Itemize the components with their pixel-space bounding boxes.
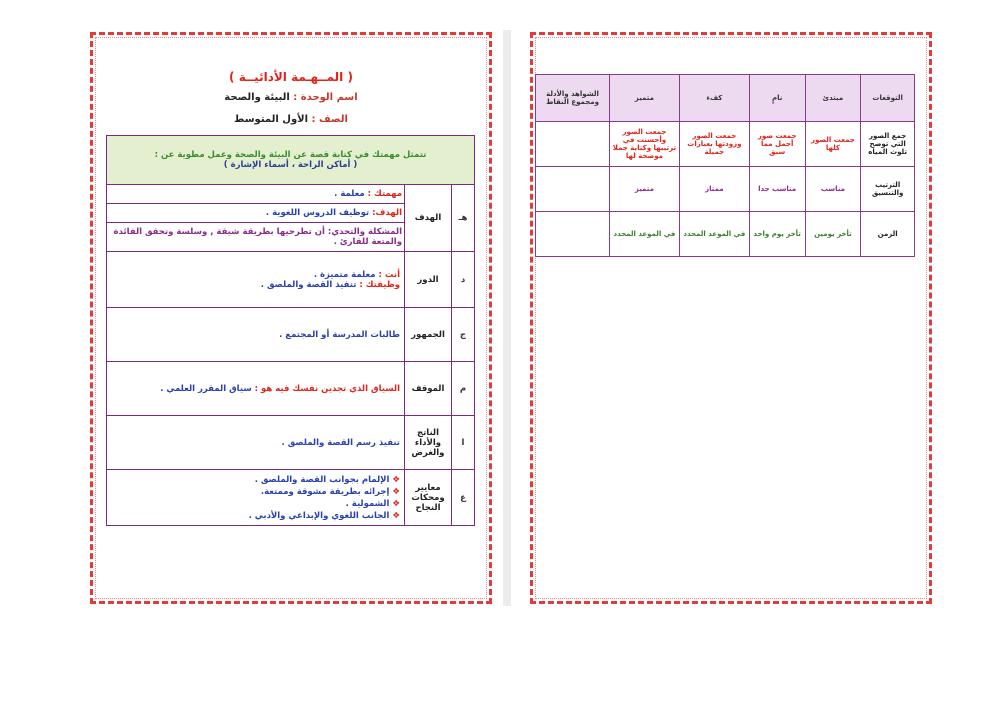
table-row <box>107 470 475 526</box>
table-cell: تأخر يومين <box>805 212 861 257</box>
task-intro-line2: ( أماكن الراحة ، أسماء الإشارة ) <box>223 160 358 170</box>
unit-label: اسم الوحدة : <box>293 92 358 103</box>
header-cell: متميز <box>609 75 679 122</box>
product-cell: تنفيذ رسم القصة والملصق . <box>107 416 405 470</box>
unit-line <box>110 92 472 103</box>
role-cell: أنت : معلمة متميزة . وظيفتك : تنفيذ القصة والملصق . <box>107 252 405 308</box>
row-letter: ع <box>452 470 475 526</box>
header-cell: التوقعات <box>861 75 915 122</box>
table-row <box>107 185 475 252</box>
row-label: الدور <box>405 252 452 308</box>
criterion-cell: الترتيب والتنسيق <box>861 167 915 212</box>
row-letter: ا <box>452 416 475 470</box>
table-cell <box>536 212 610 257</box>
table-row <box>107 308 475 362</box>
table-cell: جمعت الصور وأحسنت في ترتيبها وكتابة جملا موضحة لها <box>609 122 679 167</box>
header-cell: نامٍ <box>749 75 805 122</box>
header-cell: الشواهد والأدلة ومجموع النقاط <box>536 75 610 122</box>
table-cell: مناسب جدا <box>749 167 805 212</box>
table-row <box>107 252 475 308</box>
list-item: ❖ الشمولية . <box>111 499 400 509</box>
table-cell: في الموعد المحدد <box>609 212 679 257</box>
situation-cell: السياق الذي تجدين نفسك فيه هو : سياق المقرر العلمي . <box>107 362 405 416</box>
grade-line <box>110 114 472 125</box>
audience-cell: طالبات المدرسة أو المجتمع . <box>107 308 405 362</box>
table-cell: تأخر يوم واحد <box>749 212 805 257</box>
header-cell: كفء <box>679 75 749 122</box>
row-letter: د <box>452 252 475 308</box>
table-cell: ممتاز <box>679 167 749 212</box>
row-letter: م <box>452 362 475 416</box>
row-letter: هـ <box>452 185 475 252</box>
row-letter: ج <box>452 308 475 362</box>
page-divider <box>503 30 511 606</box>
goal-cell <box>107 185 405 252</box>
table-cell <box>536 167 610 212</box>
table-row <box>107 362 475 416</box>
rubric-header-row <box>536 75 915 122</box>
table-cell: جمعت صور أجمل مما سبق <box>749 122 805 167</box>
criterion-cell: جمع الصور التي توضح تلوث المياه <box>861 122 915 167</box>
left-page <box>90 32 492 604</box>
table-cell <box>536 122 610 167</box>
task-intro <box>107 136 475 185</box>
table-cell: في الموعد المحدد <box>679 212 749 257</box>
criteria-list <box>111 475 400 521</box>
table-row <box>107 416 475 470</box>
table-cell: متميز <box>609 167 679 212</box>
task-intro-line1: تتمثل مهمتك في كتابة قصة عن البيئة والصحة وعمل مطوية عن : <box>154 150 427 160</box>
grade-value: الأول المتوسط <box>234 114 309 125</box>
goal-sub-1: مهمتك : معلمة . <box>107 185 404 204</box>
table-cell: مناسب <box>805 167 861 212</box>
table-row <box>536 122 915 167</box>
table-row <box>536 212 915 257</box>
table-cell: جمعت الصور وزودتها بعبارات جميلة <box>679 122 749 167</box>
list-item: ❖ الجانب اللغوي والإبداعي والأدبي . <box>111 511 400 521</box>
criteria-cell <box>107 470 405 526</box>
goal-sub-3: المشكلة والتحدي: أن تطرحيها بطريقة شيقة , وسلسة وتحقق الفائدة والمتعة للقارئ . <box>113 227 402 247</box>
list-item: ❖ الإلمام بجوانب القصة والملصق . <box>111 475 400 485</box>
rubric-table <box>535 74 915 257</box>
criterion-cell: الزمن <box>861 212 915 257</box>
row-label: الهدف <box>405 185 452 252</box>
table-row <box>536 167 915 212</box>
row-label: معايير ومحكات النجاح <box>405 470 452 526</box>
unit-value: البيئة والصحة <box>224 92 290 103</box>
right-page <box>530 32 932 604</box>
grade-label: الصف : <box>311 114 348 125</box>
task-title: ( المــهـمة الأدائيــة ) <box>229 70 353 84</box>
goal-sub-2: الهدف: توظيف الدروس اللغوية . <box>107 204 404 223</box>
grasps-table <box>106 135 475 526</box>
row-label: الناتج والأداء والغرض <box>405 416 452 470</box>
table-cell: جمعت الصور كلها <box>805 122 861 167</box>
row-label: الجمهور <box>405 308 452 362</box>
header-cell: مبتدئ <box>805 75 861 122</box>
list-item: ❖ إجرائه بطريقة مشوقة وممتعة. <box>111 487 400 497</box>
row-label: الموقف <box>405 362 452 416</box>
